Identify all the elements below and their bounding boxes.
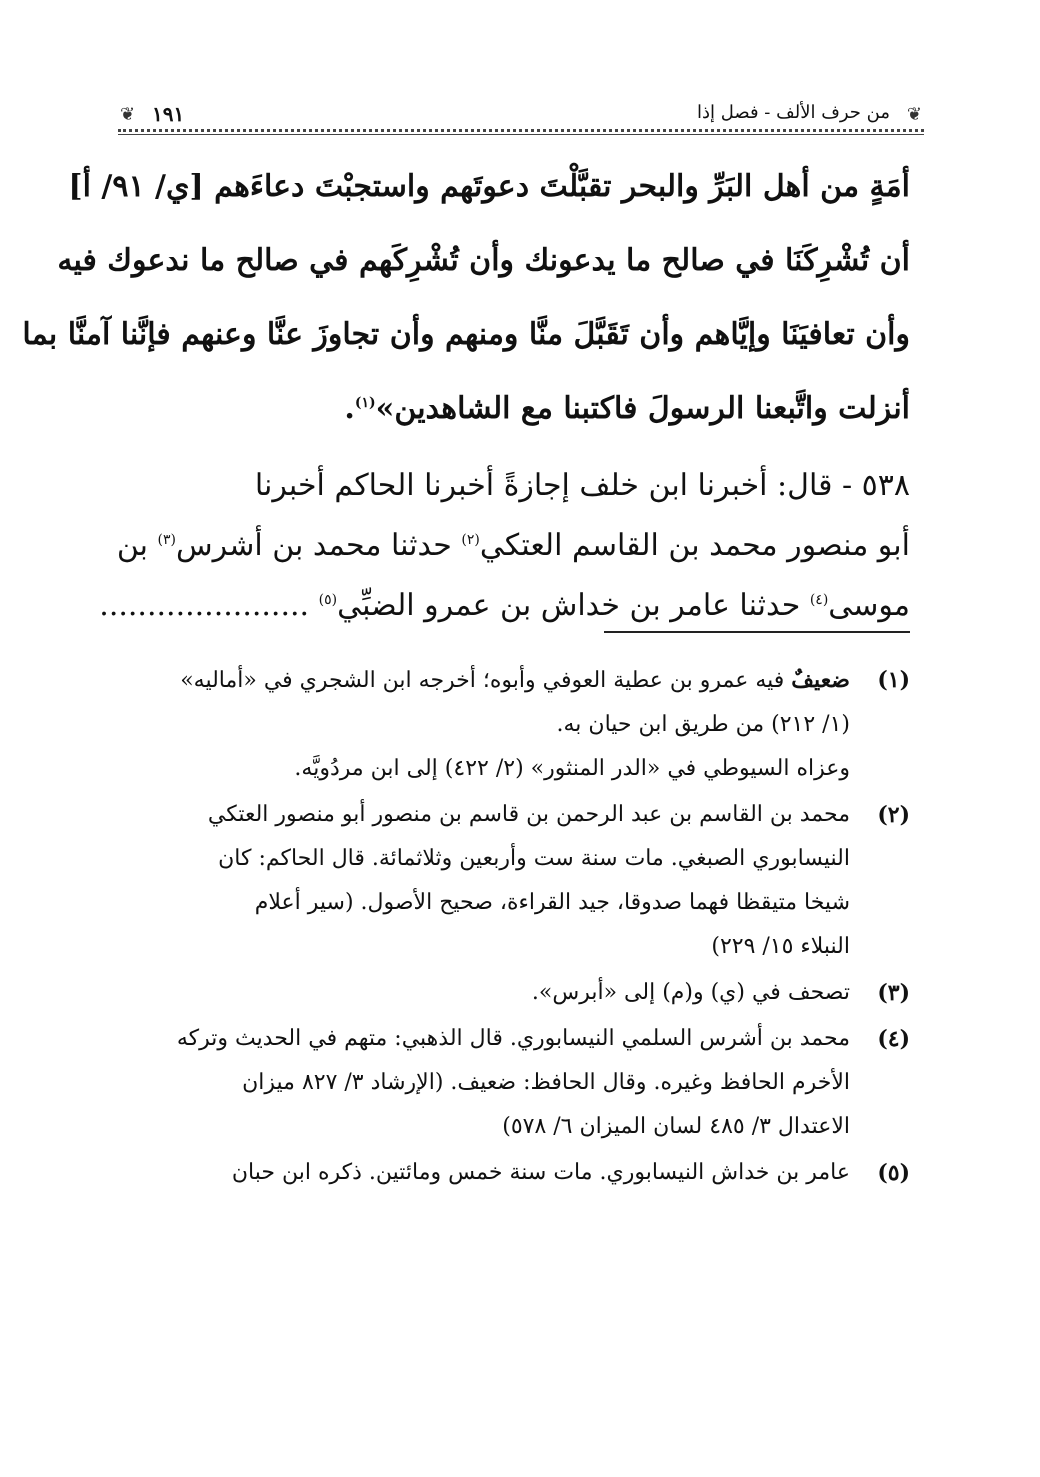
right-ornament-icon: ❦	[906, 104, 922, 125]
para-line-3-c: ......................	[99, 588, 319, 623]
footnote-5	[134, 1151, 910, 1195]
footnote-marker-2: (٢)	[461, 532, 480, 548]
footnote-line: (١/ ٢١٢) من طريق ابن حيان به.	[556, 712, 850, 737]
footnote-body	[134, 1017, 850, 1149]
footnote-line: النيسابوري الصبغي. مات سنة ست وأربعين وثلاثمائة. قال الحاكم: كان	[218, 846, 850, 871]
left-ornament-icon: ❦	[120, 104, 136, 125]
footnote-1	[134, 658, 910, 791]
header-rule	[118, 134, 924, 135]
footnote-text: فيه عمرو بن عطية العوفي وأبوه؛ أخرجه ابن الشجري في «أماليه»	[180, 668, 792, 693]
footnote-line: تصحف في (ي) و(م) إلى «أبرس».	[531, 980, 850, 1005]
para-line-3	[99, 576, 910, 636]
hadith-538	[99, 456, 910, 636]
footnote-line: الأخرم الحافظ وغيره. وقال الحافظ: ضعيف. (الإرشاد ٣/ ٨٢٧ ميزان	[242, 1070, 850, 1095]
main-line-4	[134, 372, 910, 446]
main-line-1: أمَةٍ من أهل البَرِّ والبحر تقبَّلْتَ دعوتَهم واستجبْتَ دعاءَهم [ي/ ٩١/ أ]	[68, 169, 910, 204]
para-line-2-c: بن	[116, 528, 158, 563]
page-header	[118, 98, 924, 138]
footnote-number: (٥)	[877, 1160, 910, 1186]
footnote-grade: ضعيفٌ	[791, 667, 850, 693]
footnote-marker-1: (١)	[354, 395, 376, 411]
para-line-3-a: موسى	[828, 588, 910, 623]
footnote-line: محمد بن أشرس السلمي النيسابوري. قال الذهبي: متهم في الحديث وتركه	[176, 1026, 850, 1051]
main-line-2: أن تُشْرِكَنَا في صالح ما يدعونك وأن تُشْرِكَهم في صالح ما ندعوك فيه	[57, 243, 910, 278]
footnote-line: شيخا متيقظا فهما صدوقا، جيد القراءة، صحيح الأصول. (سير أعلام	[254, 890, 850, 915]
para-line-2-b: حدثنا محمد بن أشرس	[176, 528, 462, 563]
footnote-line: وعزاه السيوطي في «الدر المنثور» (٢/ ٤٢٢) إلى ابن مردُويَّه.	[294, 756, 850, 781]
main-line-4-text: أنزلت واتَّبعنا الرسولَ فاكتبنا مع الشاهدين»	[375, 391, 910, 426]
footnote-marker-4: (٤)	[809, 592, 829, 608]
footnotes	[134, 658, 910, 1197]
footnote-number: (٣)	[877, 980, 910, 1006]
footnote-2	[134, 793, 910, 969]
footnote-3	[134, 971, 910, 1015]
main-line-3: وأن تعافيَنَا وإيَّاهم وأن تَقَبَّلَ منَّا ومنهم وأن تجاوزَ عنَّا وعنهم فإنَّنا آمنَّا بما	[22, 317, 910, 352]
page-number: ١٩١	[148, 102, 188, 126]
header-dotted-rule	[118, 129, 924, 132]
para-line-3-b: حدثنا عامر بن خداش بن عمرو الضبِّي	[337, 588, 810, 623]
para-line-2	[116, 516, 910, 576]
main-line-4-end: .	[344, 391, 355, 426]
footnote-line: محمد بن القاسم بن عبد الرحمن بن قاسم بن منصور أبو منصور العتكي	[207, 802, 850, 827]
footnote-body	[134, 1151, 850, 1195]
footnote-marker-5: (٥)	[318, 592, 338, 608]
footnote-number: (١)	[877, 667, 910, 693]
footnote-body	[134, 793, 850, 969]
running-title: من حرف الألف - فصل إذا	[693, 102, 894, 123]
footnote-line: عامر بن خداش النيسابوري. مات سنة خمس ومائتين. ذكره ابن حبان	[231, 1160, 850, 1185]
para-line-1: ٥٣٨ - قال: أخبرنا ابن خلف إجازةً أخبرنا الحاكم أخبرنا	[254, 468, 910, 503]
footnote-4	[134, 1017, 910, 1149]
footnote-marker-3: (٣)	[157, 532, 177, 548]
footnote-line: الاعتدال ٣/ ٤٨٥ لسان الميزان ٦/ ٥٧٨)	[502, 1114, 850, 1139]
footnote-body	[134, 658, 850, 791]
para-line-2-a: أبو منصور محمد بن القاسم العتكي	[479, 528, 910, 563]
footnote-body	[134, 971, 850, 1015]
main-text	[22, 150, 910, 636]
footnote-separator	[604, 631, 910, 633]
footnote-number: (٤)	[877, 1026, 910, 1052]
footnote-line: النبلاء ١٥/ ٢٢٩)	[711, 934, 850, 959]
footnote-number: (٢)	[877, 802, 910, 828]
footnote-line	[134, 658, 850, 703]
